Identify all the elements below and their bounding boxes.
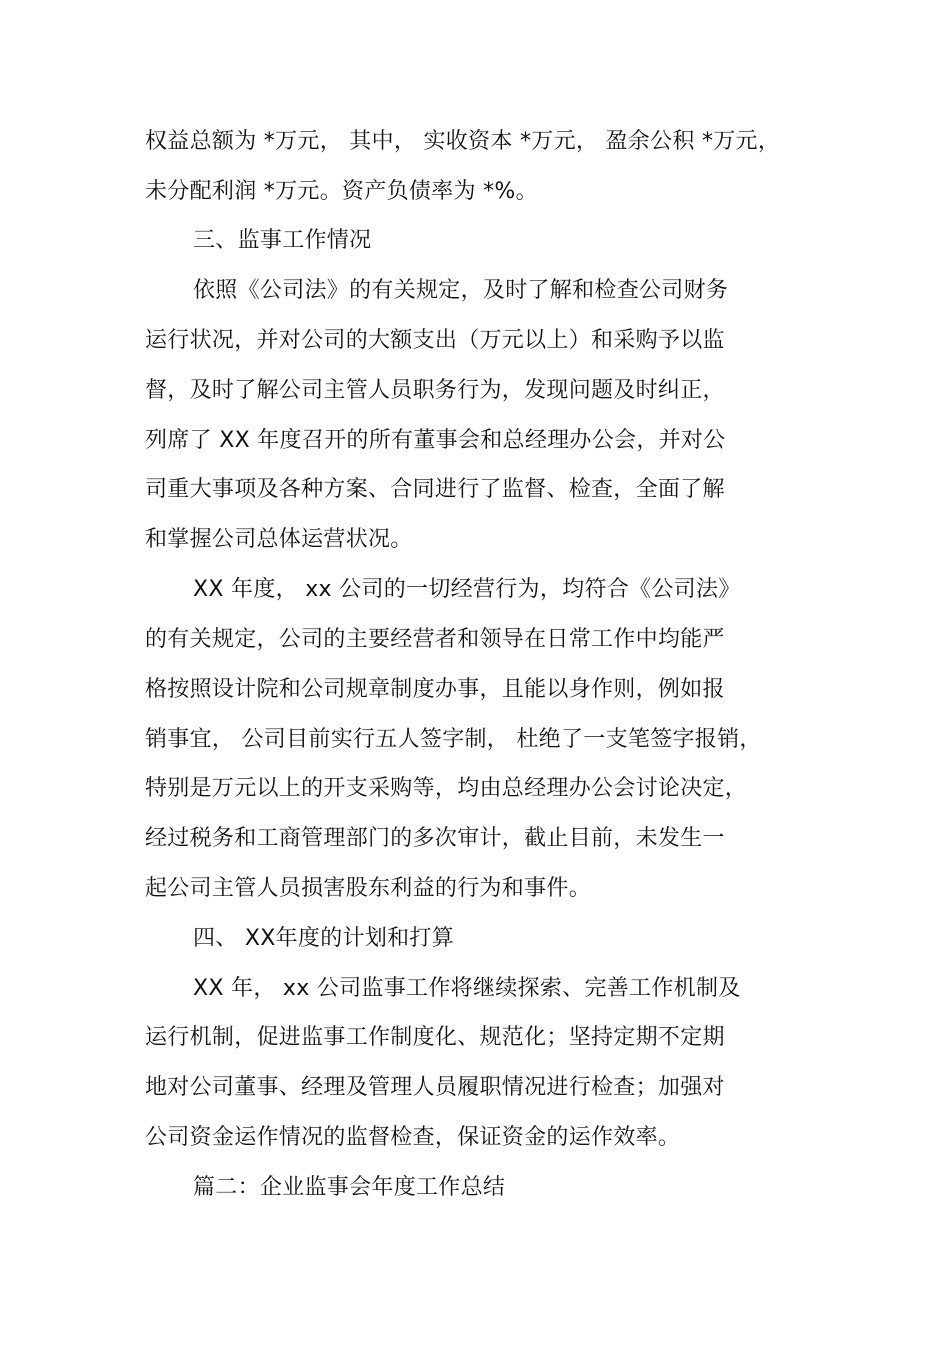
text-line-16: 起公司主管人员损害股东利益的行为和事件。 [145,876,592,901]
text-line-14: 特别是万元以上的开支采购等，均由总经理办公会讨论决定， [145,776,748,801]
text-line-21: 公司资金运作情况的监督检查，保证资金的运作效率。 [145,1125,681,1150]
text-line-9: 和掌握公司总体运营状况。 [145,527,413,552]
text-line-19: 运行机制，促进监事工作制度化、规范化；坚持定期不定期 [145,1025,725,1050]
text-line-10: XX 年度， xx 公司的一切经营行为，均符合《公司法》 [193,577,741,602]
text-line-20: 地对公司董事、经理及管理人员履职情况进行检查；加强对 [145,1075,725,1100]
text-line-7: 列席了 XX 年度召开的所有董事会和总经理办公会，并对公 [145,428,726,453]
part-heading: 篇二：企业监事会年度工作总结 [193,1175,506,1200]
text-line-4: 依照《公司法》的有关规定，及时了解和检查公司财务 [193,278,729,303]
text-line-18: XX 年， xx 公司监事工作将继续探索、完善工作机制及 [193,976,741,1001]
section-heading-3: 三、监事工作情况 [193,228,372,253]
text-line-6: 督，及时了解公司主管人员职务行为，发现问题及时纠正， [145,378,725,403]
section-heading-4: 四、 XX年度的计划和打算 [193,926,455,951]
text-line-15: 经过税务和工商管理部门的多次审计，截止目前，未发生一 [145,826,725,851]
text-line-2: 未分配利润 *万元。资产负债率为 *%。 [145,179,538,204]
text-line-5: 运行状况，并对公司的大额支出（万元以上）和采购予以监 [145,328,725,353]
text-line-11: 的有关规定，公司的主要经营者和领导在日常工作中均能严 [145,627,725,652]
text-line-13: 销事宜， 公司目前实行五人签字制， 杜绝了一支笔签字报销， [145,727,762,752]
text-line-1: 权益总额为 *万元， 其中， 实收资本 *万元， 盈余公积 *万元， [145,129,781,154]
text-line-12: 格按照设计院和公司规章制度办事，且能以身作则，例如报 [145,677,725,702]
text-line-8: 司重大事项及各种方案、合同进行了监督、检查，全面了解 [145,477,725,502]
